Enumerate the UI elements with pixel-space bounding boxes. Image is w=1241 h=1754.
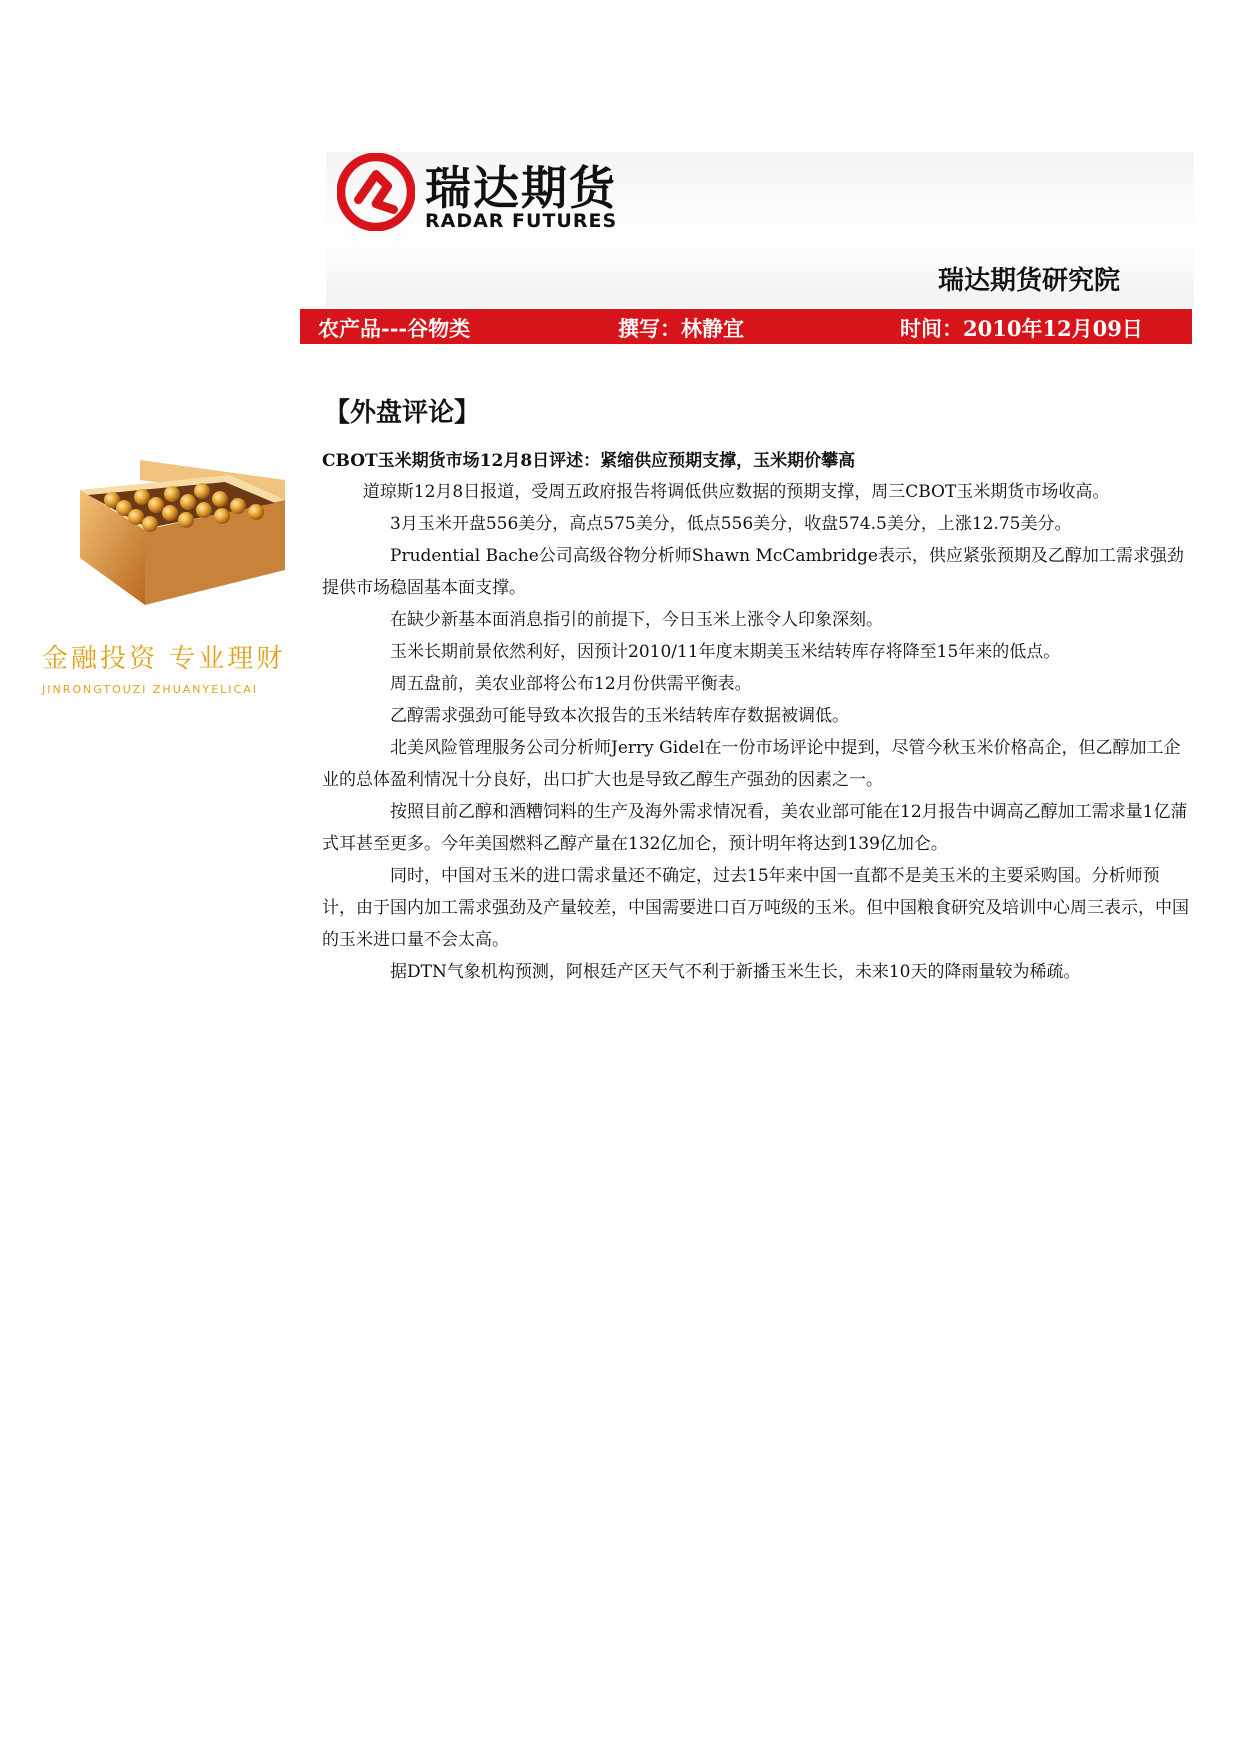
article-paragraph: 玉米长期前景依然利好，因预计2010/11年度末期美玉米结转库存将降至15年来的低点。 <box>390 642 1061 662</box>
article-paragraph: 据DTN气象机构预测，阿根廷产区天气不利于新播玉米生长，未来10天的降雨量较为稀疏。 <box>390 962 1081 982</box>
institute-name: 瑞达期货研究院 <box>938 266 1121 296</box>
article-paragraph: 在缺少新基本面消息指引的前提下，今日玉米上涨令人印象深刻。 <box>390 610 883 630</box>
article-paragraph: 按照目前乙醇和酒糟饲料的生产及海外需求情况看，美农业部可能在12月报告中调高乙醇加工需求量1亿蒲式耳甚至更多。今年美国燃料乙醇产量在132亿加仑，预计明年将达到139亿加仑。 <box>322 802 1188 854</box>
article-paragraph: 乙醇需求强劲可能导致本次报告的玉米结转库存数据被调低。 <box>390 706 849 726</box>
section-title: 【外盘评论】 <box>324 398 481 428</box>
report-category: 农产品---谷物类 <box>318 316 471 341</box>
logo-english-name: RADAR FUTURES <box>425 210 618 232</box>
article-paragraph: Prudential Bache公司高级谷物分析师Shawn McCambridge表示，供应紧张预期及乙醇加工需求强劲提供市场稳固基本面支撑。 <box>322 546 1184 598</box>
logo-chinese-name: 瑞达期货 <box>425 161 617 215</box>
article-paragraph: 道琼斯12月8日报道，受周五政府报告将调低供应数据的预期支撑，周三CBOT玉米期货市场收高。 <box>362 482 1110 502</box>
slogan-chinese: 金融投资 专业理财 <box>42 644 286 674</box>
slogan-english: JINRONGTOUZI ZHUANYELICAI <box>42 683 258 696</box>
article-paragraph: 周五盘前，美农业部将公布12月份供需平衡表。 <box>390 674 752 694</box>
article-headline: CBOT玉米期货市场12月8日评述：紧缩供应预期支撑，玉米期价攀高 <box>322 451 856 471</box>
article-paragraph: 北美风险管理服务公司分析师Jerry Gidel在一份市场评论中提到，尽管今秋玉米价格高企，但乙醇加工企业的总体盈利情况十分良好，出口扩大也是导致乙醇生产强劲的因素之一。 <box>322 738 1181 790</box>
radar-logo-icon <box>337 153 415 231</box>
article-paragraph: 3月玉米开盘556美分，高点575美分，低点556美分，收盘574.5美分，上涨12.75美分。 <box>390 514 1072 534</box>
gift-box-image <box>50 440 300 620</box>
report-author: 撰写：林静宜 <box>618 316 744 341</box>
article-body <box>322 476 1192 988</box>
article-paragraph: 同时，中国对玉米的进口需求量还不确定，过去15年来中国一直都不是美玉米的主要采购国。分析师预计，由于国内加工需求强劲及产量较差，中国需要进口百万吨级的玉米。但中国粮食研究及培训中心周三表示，中国的玉米进口量不会太高。 <box>322 866 1189 950</box>
report-date: 时间：2010年12月09日 <box>900 316 1143 341</box>
